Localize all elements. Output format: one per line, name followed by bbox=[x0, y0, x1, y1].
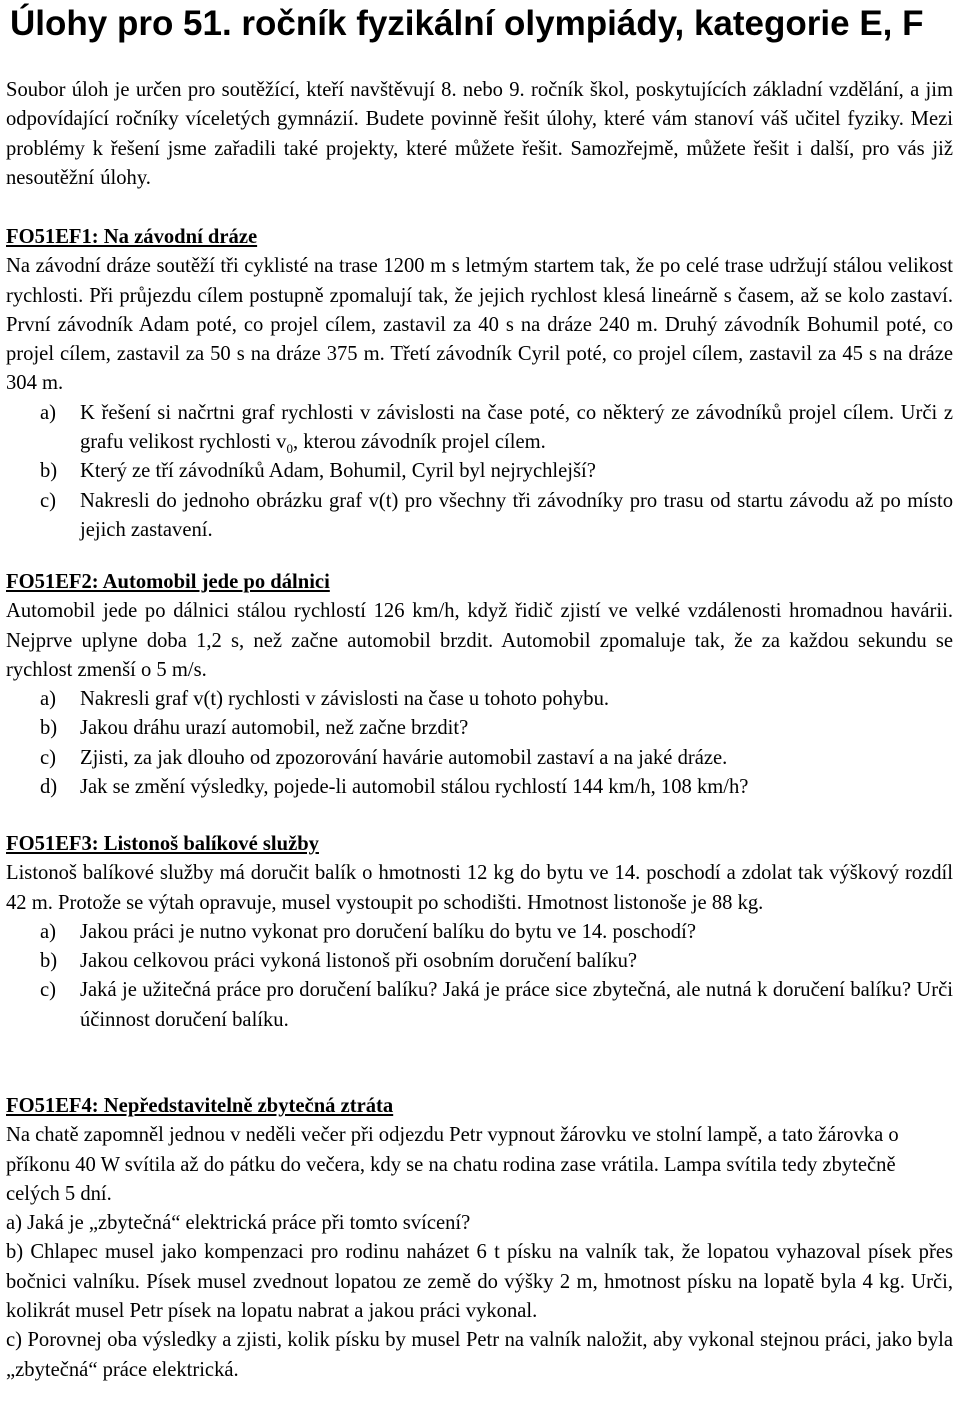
question-label: a) bbox=[40, 920, 56, 943]
question-item bbox=[6, 947, 953, 976]
task-fo51ef3 bbox=[6, 830, 953, 1035]
question-item bbox=[6, 685, 953, 714]
question-item bbox=[6, 457, 953, 486]
question-text: Který ze tří závodníků Adam, Bohumil, Cyril byl nejrychlejší? bbox=[80, 460, 596, 483]
task-fo51ef4 bbox=[6, 1092, 953, 1385]
question-text: Nakresli graf v(t) rychlosti v závislosti na čase u tohoto pohybu. bbox=[80, 688, 610, 711]
question-text: Jak se změní výsledky, pojede-li automobil stálou rychlostí 144 km/h, 108 km/h? bbox=[80, 776, 749, 799]
task-questions bbox=[6, 918, 953, 1035]
question-label: a) bbox=[40, 401, 56, 424]
page-title: Úlohy pro 51. ročník fyzikální olympiády, kategorie E, F bbox=[10, 4, 924, 43]
task-questions bbox=[6, 399, 953, 545]
task-question-b: b) Chlapec musel jako kompenzaci pro rodinu naházet 6 t písku na valník tak, že lopatou vyhazoval písek přes bočnici valníku. Písek musel zvednout lopatou ze země do výšky 2 m, hmotnost písku na lopatě byla 4 kg. Urči, kolikrát musel Petr písek na lopatu nabrat a jakou práci vykonal. bbox=[6, 1241, 953, 1323]
question-label: a) bbox=[40, 688, 56, 711]
task-heading: FO51EF4: Nepředstavitelně zbytečná ztráta bbox=[6, 1095, 394, 1117]
question-item bbox=[6, 773, 953, 802]
question-text: Jakou práci je nutno vykonat pro doručení balíku do bytu ve 14. poschodí? bbox=[80, 920, 696, 943]
task-heading: FO51EF3: Listonoš balíkové služby bbox=[6, 833, 319, 855]
question-label: d) bbox=[40, 776, 58, 799]
question-label: c) bbox=[40, 746, 56, 769]
task-body: Na závodní dráze soutěží tři cyklisté na trase 1200 m s letmým startem tak, že po celé trase udržují stálou velikost rychlosti. Při průjezdu cílem postupně zpomalují tak, že jejich rychlost klesá lineárně s časem, až se kolo zastaví. První závodník Adam poté, co projel cílem, zastavil za 40 s na dráze 240 m. Druhý závodník Bohumil poté, co projel cílem, zastavil za 50 s na dráze 375 m. Třetí závodník Cyril poté, co projel cílem, zastavil za 45 s na dráze 304 m. bbox=[6, 255, 953, 395]
question-label: c) bbox=[40, 979, 56, 1002]
task-question-a: a) Jaká je „zbytečná“ elektrická práce při tomto svícení? bbox=[6, 1212, 471, 1235]
subscript: 0 bbox=[286, 441, 293, 457]
question-text: Jakou dráhu urazí automobil, než začne brzdit? bbox=[80, 717, 469, 740]
question-text: Jaká je užitečná práce pro doručení balíku? Jaká je práce sice zbytečná, ale nutná k doručení balíku? Urči účinnost doručení balíku. bbox=[80, 979, 953, 1031]
task-heading: FO51EF1: Na závodní dráze bbox=[6, 226, 258, 248]
question-item bbox=[6, 976, 953, 1035]
question-label: b) bbox=[40, 717, 58, 740]
question-item bbox=[6, 744, 953, 773]
question-text: K řešení si načrtni graf rychlosti v závislosti na čase poté, co některý ze závodníků projel cílem. Urči z grafu velikost rychlosti v bbox=[80, 401, 953, 454]
task-question-c: c) Porovnej oba výsledky a zjisti, kolik písku by musel Petr na valník naložit, aby vykonal stejnou práci, jako byla „zbytečná“ práce elektrická. bbox=[6, 1329, 953, 1381]
question-label: b) bbox=[40, 460, 58, 483]
task-body: Na chatě zapomněl jednou v neděli večer při odjezdu Petr vypnout žárovku ve stolní lampě, a tato žárovka o příkonu 40 W svítila až do pátku do večera, kdy se na chatu rodina zase vrátila. Lampa svítila tedy zbytečně celých 5 dní. bbox=[6, 1124, 899, 1205]
question-label: c) bbox=[40, 489, 56, 512]
question-text: Zjisti, za jak dlouho od zpozorování havárie automobil zastaví a na jaké dráze. bbox=[80, 746, 728, 769]
task-fo51ef1 bbox=[6, 223, 953, 545]
question-item bbox=[6, 487, 953, 546]
question-label: b) bbox=[40, 950, 58, 973]
task-heading: FO51EF2: Automobil jede po dálnici bbox=[6, 571, 330, 593]
question-item bbox=[6, 714, 953, 743]
intro-paragraph: Soubor úloh je určen pro soutěžící, kteří navštěvují 8. nebo 9. ročník škol, poskytujících základní vzdělání, a jim odpovídající ročníky víceletých gymnázií. Budete povinně řešit úlohy, které vám stanoví váš učitel fyziky. Mezi problémy k řešení jsme zařadili také projekty, které můžete řešit. Samozřejmě, můžete řešit i další, pro vás již nesoutěžní úlohy. bbox=[6, 79, 953, 189]
question-text-end: , kterou závodník projel cílem. bbox=[292, 431, 546, 454]
question-text: Jakou celkovou práci vykoná listonoš při osobním doručení balíku? bbox=[80, 950, 638, 973]
question-text: Nakresli do jednoho obrázku graf v(t) pro všechny tři závodníky pro trasu od startu závodu až po místo jejich zastavení. bbox=[80, 489, 953, 541]
task-body: Automobil jede po dálnici stálou rychlostí 126 km/h, když řidič zjistí ve velké vzdálenosti hromadnou havárii. Nejprve uplyne doba 1,2 s, než začne automobil brzdit. Automobil zpomaluje tak, že za každou sekundu se rychlost zmenší o 5 m/s. bbox=[6, 600, 953, 681]
intro-section bbox=[6, 76, 953, 193]
question-item bbox=[6, 918, 953, 947]
task-body: Listonoš balíkové služby má doručit balík o hmotnosti 12 kg do bytu ve 14. poschodí a zdolat tak výškový rozdíl 42 m. Protože se výtah opravuje, musel vystoupit po schodišti. Hmotnost listonoše je 88 kg. bbox=[6, 862, 953, 914]
question-item bbox=[6, 399, 953, 458]
task-questions bbox=[6, 685, 953, 802]
task-fo51ef2 bbox=[6, 568, 953, 802]
